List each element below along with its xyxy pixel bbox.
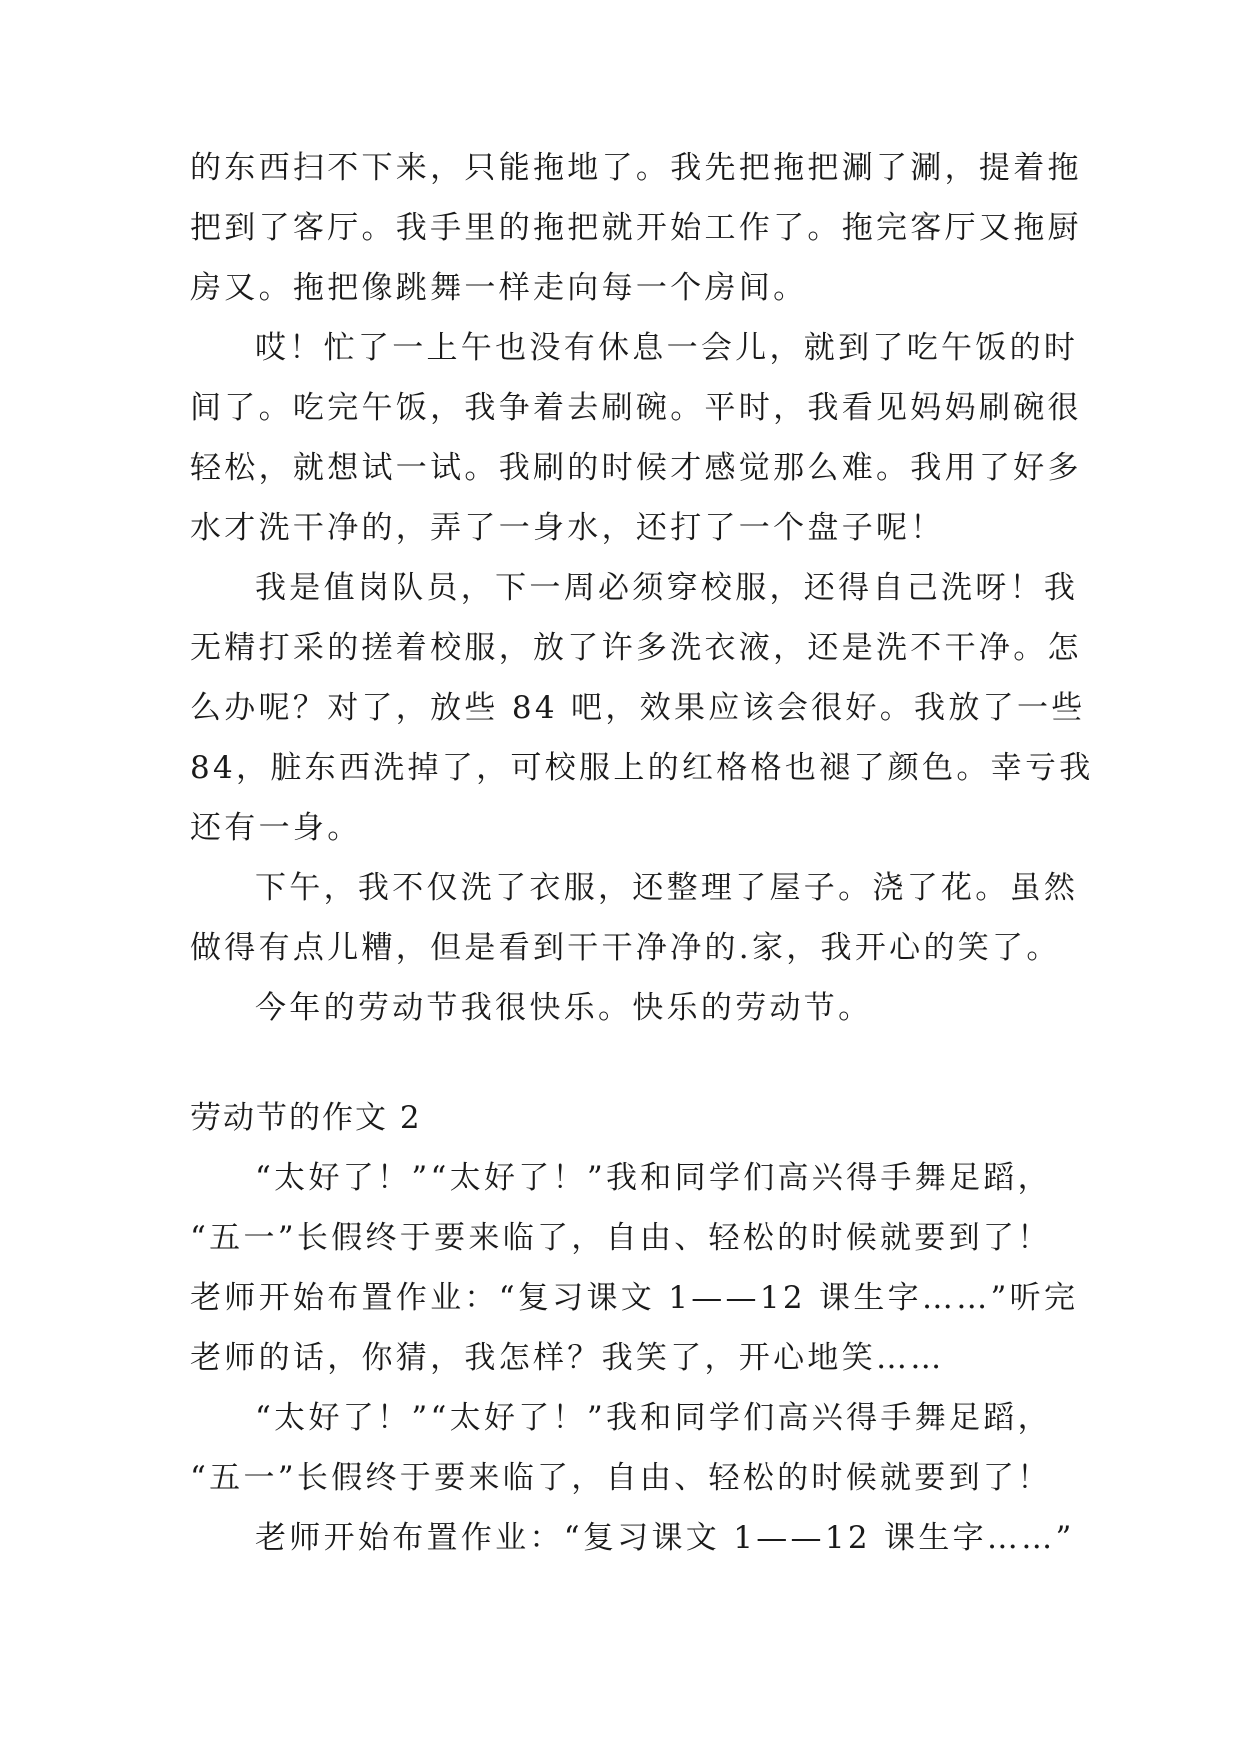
paragraph-line: 老师的话，你猜，我怎样？我笑了，开心地笑…… — [190, 1340, 945, 1376]
paragraph-line: 下午，我不仅洗了衣服，还整理了屋子。浇了花。虽然 — [255, 870, 1079, 906]
paragraph-line: 把到了客厅。我手里的拖把就开始工作了。拖完客厅又拖厨 — [190, 210, 1082, 246]
paragraph-line: 今年的劳动节我很快乐。快乐的劳动节。 — [255, 990, 873, 1026]
paragraph-line: 水才洗干净的，弄了一身水，还打了一个盘子呢！ — [190, 510, 945, 546]
paragraph-line: “太好了！”“太好了！”我和同学们高兴得手舞足蹈， — [255, 1400, 1052, 1436]
paragraph-line: 房又。拖把像跳舞一样走向每一个房间。 — [190, 270, 808, 306]
paragraph-line: “太好了！”“太好了！”我和同学们高兴得手舞足蹈， — [255, 1160, 1052, 1196]
paragraph-line: 的东西扫不下来，只能拖地了。我先把拖把涮了涮，提着拖 — [190, 150, 1082, 186]
paragraph-line: “五一”长假终于要来临了，自由、轻松的时候就要到了！ — [190, 1460, 1052, 1496]
paragraph-line: 做得有点儿糟，但是看到干干净净的.家，我开心的笑了。 — [190, 930, 1061, 966]
paragraph-line: 间了。吃完午饭，我争着去刷碗。平时，我看见妈妈刷碗很 — [190, 390, 1082, 426]
paragraph-line: 无精打采的搓着校服，放了许多洗衣液，还是洗不干净。怎 — [190, 630, 1082, 666]
paragraph-line: 哎！忙了一上午也没有休息一会儿，就到了吃午饭的时 — [255, 330, 1079, 366]
paragraph-line: 老师开始布置作业：“复习课文 1——12 课生字……”听完 — [190, 1280, 1079, 1316]
paragraph-line: 老师开始布置作业：“复习课文 1——12 课生字……” — [255, 1520, 1075, 1556]
paragraph-line: 还有一身。 — [190, 810, 362, 846]
paragraph-line: 轻松，就想试一试。我刷的时候才感觉那么难。我用了好多 — [190, 450, 1082, 486]
paragraph-line: 84，脏东西洗掉了，可校服上的红格格也褪了颜色。幸亏我 — [190, 750, 1094, 786]
paragraph-line: “五一”长假终于要来临了，自由、轻松的时候就要到了！ — [190, 1220, 1052, 1256]
paragraph-line: 么办呢？对了，放些 84 吧，效果应该会很好。我放了一些 — [190, 690, 1086, 726]
paragraph-line: 我是值岗队员，下一周必须穿校服，还得自己洗呀！我 — [255, 570, 1079, 606]
section-heading: 劳动节的作文 2 — [190, 1100, 422, 1136]
